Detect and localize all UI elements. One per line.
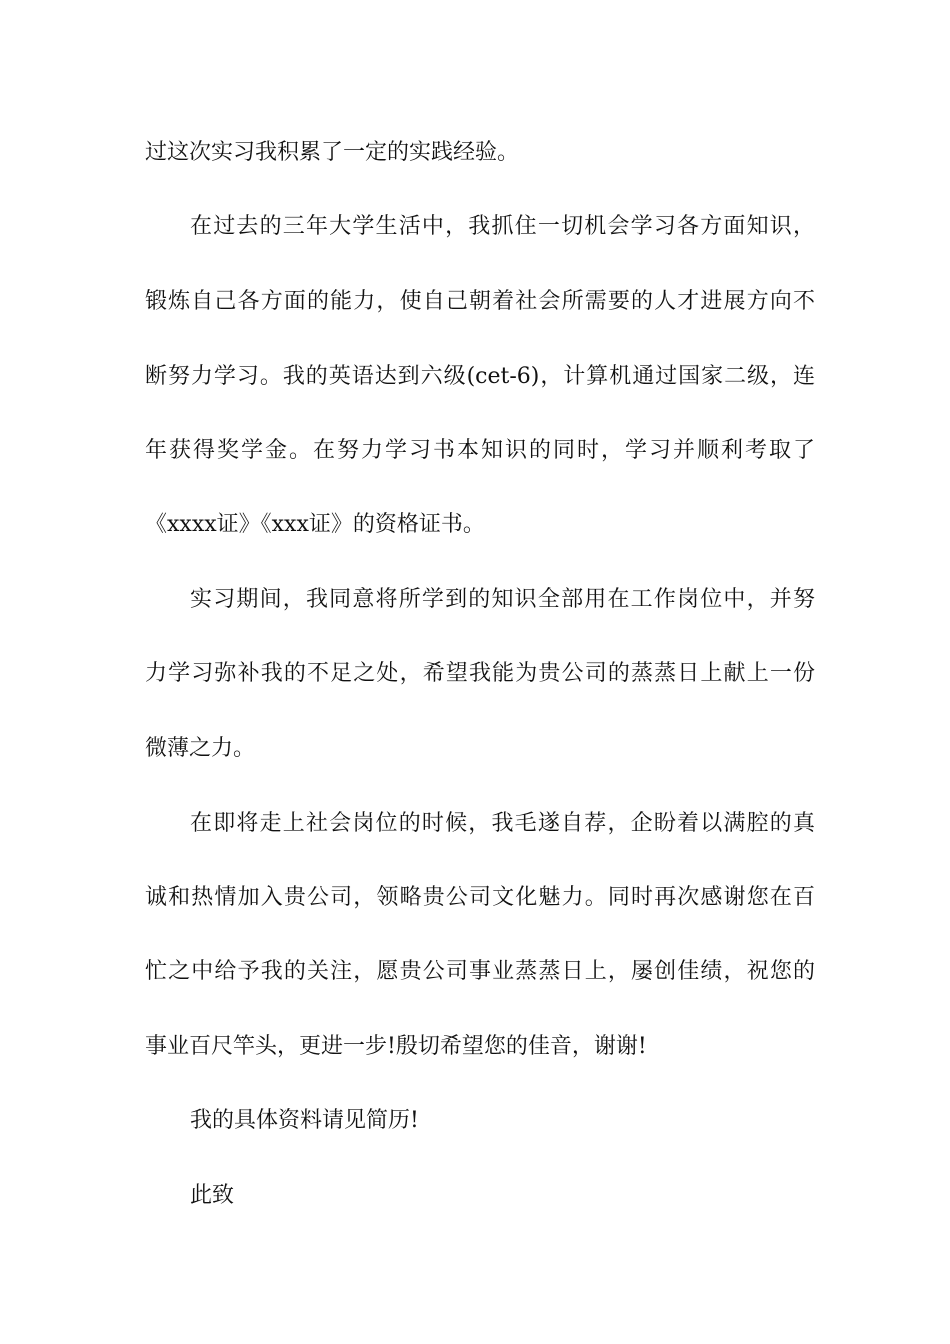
text-line: 诚和热情加入贵公司，领略贵公司文化魅力。同时再次感谢您在百 bbox=[145, 885, 815, 910]
text-line: 在过去的三年大学生活中，我抓住一切机会学习各方面知识， bbox=[190, 214, 815, 239]
text-line: 实习期间，我同意将所学到的知识全部用在工作岗位中，并努 bbox=[190, 587, 815, 612]
text-line: 在即将走上社会岗位的时候，我毛遂自荐，企盼着以满腔的真 bbox=[190, 811, 815, 836]
text-line: 《xxxx证》《xxx证》的资格证书。 bbox=[145, 512, 485, 537]
text-line: 断努力学习。我的英语达到六级(cet-6)，计算机通过国家二级，连 bbox=[145, 364, 815, 389]
text-line: 锻炼自己各方面的能力，使自己朝着社会所需要的人才进展方向不 bbox=[145, 289, 815, 314]
text-line: 我的具体资料请见简历! bbox=[190, 1108, 419, 1133]
text-line: 微薄之力。 bbox=[145, 736, 256, 761]
text-line: 过这次实习我积累了一定的实践经验。 bbox=[145, 140, 520, 165]
closing-salutation: 此致 bbox=[190, 1183, 235, 1208]
text-line: 忙之中给予我的关注，愿贵公司事业蒸蒸日上，屡创佳绩，祝您的 bbox=[145, 959, 815, 984]
text-line: 事业百尺竿头，更进一步!殷切希望您的佳音，谢谢! bbox=[145, 1034, 647, 1059]
text-line: 力学习弥补我的不足之处，希望我能为贵公司的蒸蒸日上献上一份 bbox=[145, 661, 815, 686]
text-line: 年获得奖学金。在努力学习书本知识的同时，学习并顺利考取了 bbox=[145, 438, 815, 463]
